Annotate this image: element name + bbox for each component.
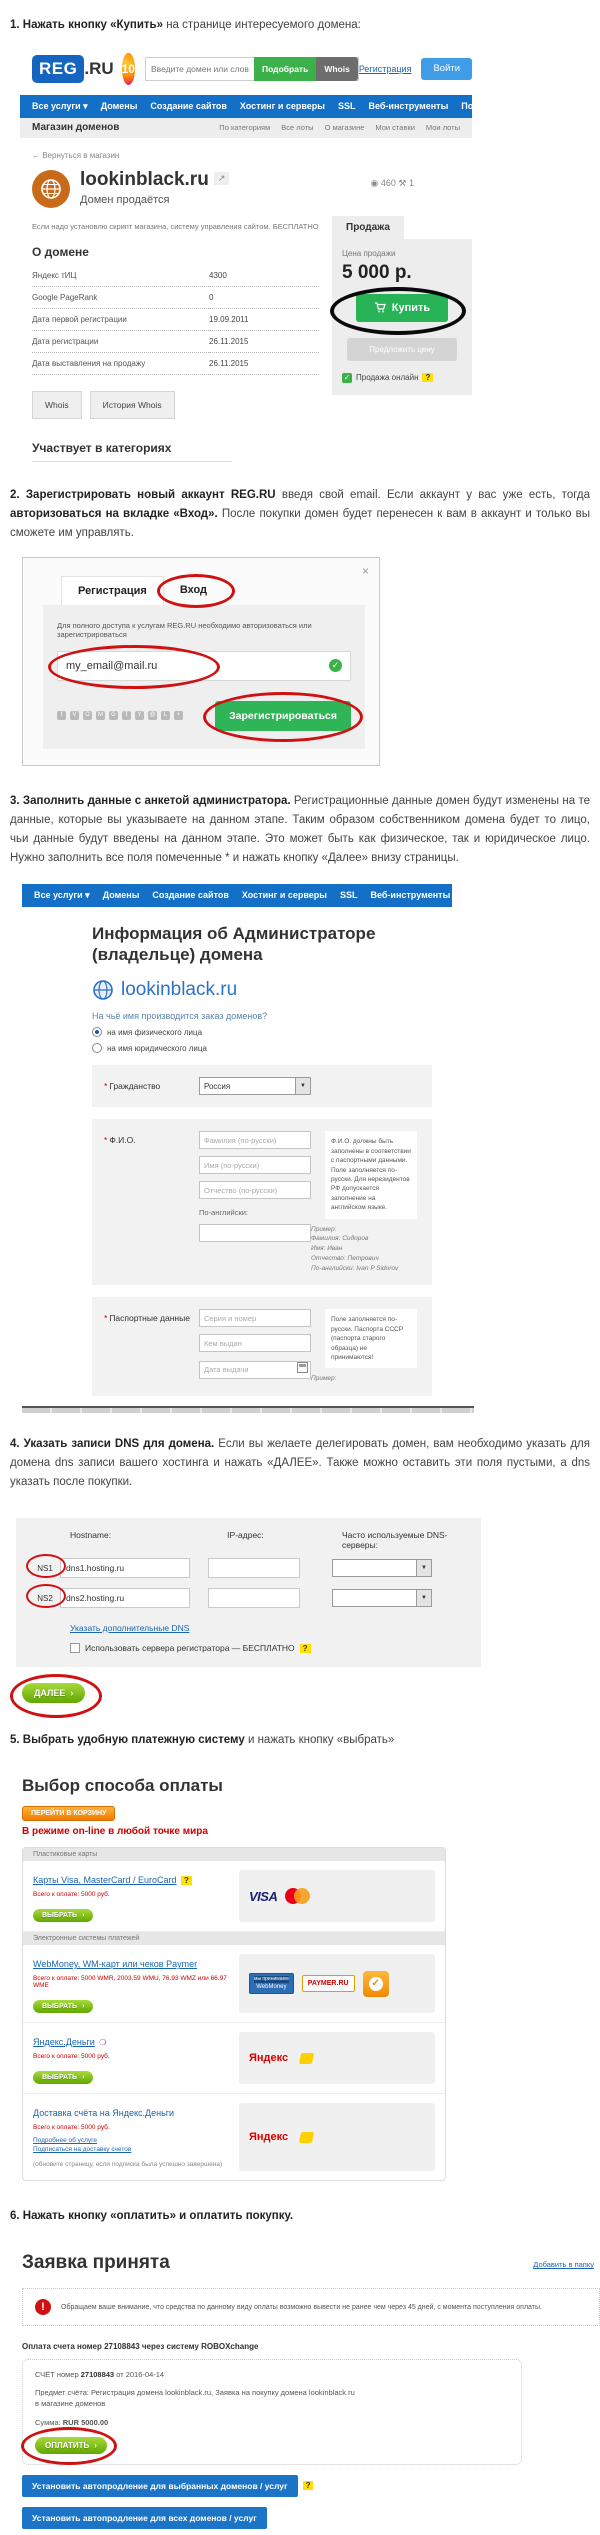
regru-logo[interactable]: REG [32, 55, 84, 83]
nav-ssl[interactable]: SSL [339, 890, 358, 901]
nav-domains[interactable]: Домены [102, 890, 140, 901]
passport-panel [92, 1297, 432, 1396]
yandex-money-icon: ❍ [99, 2038, 107, 2048]
passport-date-field[interactable] [199, 1361, 311, 1379]
pick-domain-button[interactable]: Подобрать [254, 57, 316, 81]
row-value: 19.09.2011 [209, 308, 319, 330]
cards-link[interactable]: Карты Visa, MasterCard / EuroCard [33, 1875, 177, 1886]
ns1-ip-input[interactable] [208, 1558, 300, 1578]
subnav-all-lots[interactable]: Все лоты [281, 123, 314, 133]
citizenship-value: Россия [204, 1081, 231, 1091]
step-6-text [10, 2207, 590, 2226]
passport-example: Пример: [311, 1375, 337, 1383]
english-name-field[interactable] [199, 1224, 311, 1242]
row-label: Дата регистрации [32, 330, 209, 352]
arrow-icon: › [94, 2440, 97, 2450]
payment-item-cards [23, 1861, 445, 1932]
taskbar-strip [22, 1406, 474, 1413]
mastercard-logo [285, 1888, 311, 1904]
table-row [32, 330, 319, 352]
signup-button[interactable]: Зарегистрироваться [215, 701, 351, 731]
chevron-down-icon: ▼ [295, 1078, 310, 1094]
radio-person-icon[interactable] [92, 1027, 102, 1037]
order-domain-name: lookinblack.ru [121, 979, 238, 1001]
buy-button[interactable] [356, 294, 448, 322]
radio-person-label: на имя физического лица [107, 1027, 203, 1037]
help-icon[interactable]: ? [422, 373, 433, 382]
step-2-text [10, 486, 590, 543]
use-registrar-label: Использовать сервера регистратора — БЕСПЛАТНО [85, 1643, 295, 1654]
nav-site-building[interactable]: Создание сайтов [150, 101, 227, 112]
tab-login[interactable]: Вход [179, 583, 208, 596]
visa-logo: VISA [249, 1888, 278, 1904]
next-button[interactable] [22, 1683, 85, 1703]
step-5-rest: и нажать кнопку «выбрать» [244, 1734, 395, 1747]
next-button-label: ДАЛЕЕ [34, 1688, 66, 1699]
subnav-about-shop[interactable]: О магазине [324, 123, 365, 133]
globe-icon [92, 979, 114, 1001]
chevron-down-icon: ▼ [416, 1560, 431, 1576]
social-icon[interactable]: L [161, 711, 170, 720]
row-label: Дата первой регистрации [32, 308, 209, 330]
yandex-logo: Яндекс [249, 2052, 289, 2065]
valid-check-icon: ✓ [329, 659, 342, 672]
social-icon[interactable]: V [70, 711, 79, 720]
nav-ssl[interactable]: SSL [337, 101, 356, 112]
chevron-down-icon: ▼ [416, 1590, 431, 1606]
shop-title: Магазин доменов [32, 122, 120, 134]
patronymic-field[interactable] [199, 1181, 311, 1199]
online-sale-label: Продажа онлайн [356, 373, 419, 383]
calendar-icon[interactable] [297, 1362, 308, 1373]
payment-title: Выбор способа оплаты [22, 1776, 223, 1796]
more-dns-link[interactable]: Указать дополнительные DNS [70, 1623, 190, 1634]
passport-help-text: Поле заполняется по-русски. Паспорта СССР (паспорта старого образца) не принимаются! [325, 1309, 417, 1368]
owner-question: На чьё имя производится заказ доменов? [92, 1011, 268, 1022]
required-star: * [104, 1313, 108, 1324]
required-star: * [104, 1081, 108, 1092]
invoice-box [22, 2359, 522, 2465]
invoice-number-line: СЧЁТ номер 27108843 от 2016-04-14 [35, 2370, 165, 2380]
choose-yandex-button[interactable]: ВЫБРАТЬ › [33, 2071, 93, 2084]
step-5-bold: 5. Выбрать удобную платежную систему [10, 1734, 245, 1747]
step-3-bold: 3. Заполнить данные с анкетой администратора. [10, 794, 291, 807]
step-4-rest: Если вы желаете делегировать домен, вам необходимо указать для домена dns записи вашего хостинга и нажать «ДАЛЕЕ». Также можно оставить эти поля пустыми, а dns указать после покупки. [10, 1438, 590, 1489]
ns1-dns-select[interactable] [332, 1559, 432, 1577]
row-label: Дата выставления на продажу [32, 352, 209, 374]
step-2-rest2: После покупки домен будет перенесен к вам в аккаунт и только вы сможете им управлять. [10, 507, 590, 539]
ip-header: IP-адрес: [227, 1530, 264, 1541]
row-label: Google PageRank [32, 286, 209, 308]
pay-button-label: ОПЛАТИТЬ [45, 2440, 90, 2450]
about-domain-title: О домене [32, 244, 89, 259]
fio-label: Ф.И.О. [109, 1135, 136, 1146]
more-about-service-link[interactable]: Подробнее об услуге [33, 2137, 97, 2145]
cart-icon [374, 302, 386, 313]
sale-panel [332, 239, 472, 395]
nav-support[interactable]: Поддержка [461, 101, 511, 112]
email-field[interactable] [66, 660, 329, 672]
step-2-bold1: 2. Зарегистрировать новый аккаунт REG.RU [10, 488, 276, 501]
passport-label: Паспортные данные [109, 1313, 190, 1324]
table-row [32, 308, 319, 330]
social-icon[interactable]: G [109, 711, 118, 720]
row-value: 26.11.2015 [209, 330, 319, 352]
domain-globe-icon [32, 170, 70, 208]
step-4-bold: 4. Указать записи DNS для домена. [10, 1438, 215, 1451]
online-note: В режиме on-line в любой точке мира [22, 1826, 208, 1838]
order-title: Заявка принята [22, 2252, 170, 2274]
verified-badge-icon: ✓ [363, 1971, 389, 1997]
social-icon[interactable]: M [98, 712, 103, 719]
domain-info-table [32, 265, 319, 375]
go-to-cart-button[interactable]: ПЕРЕЙТИ В КОРЗИНУ [22, 1806, 115, 1821]
ns2-dns-select[interactable] [332, 1589, 432, 1607]
step-2-bold2: авторизоваться на вкладке «Вход». [10, 507, 218, 520]
pay-button[interactable] [35, 2437, 107, 2454]
yandex-invoice-total: Всего к оплате: 5000 руб. [33, 2124, 110, 2132]
sale-tab[interactable]: Продажа [332, 216, 404, 239]
nav-all-services[interactable]: Все услуги ▾ [32, 100, 88, 111]
step-3-rest: Регистрационные данные домен будут изменены на те данные, которые вы указываете на данном этапе. Таким образом собственником домена будет то лицо, чьи данные будут введены на данном этапе. Это может быть как физическое, так и юридическое лицо. Нужно заполнить все поля помеченные * и нажать кнопку «Далее» внизу страницы. [10, 794, 591, 864]
table-row [32, 265, 319, 287]
whois-button[interactable]: Whois [316, 57, 358, 81]
categories-title: Участвует в категориях [32, 441, 232, 462]
row-label: Яндекс тИЦ [32, 265, 209, 287]
passport-series-field[interactable] [199, 1309, 311, 1327]
radio-company-label: на имя юридического лица [107, 1043, 207, 1053]
domain-header [32, 170, 472, 208]
nav-hosting[interactable]: Хостинг и серверы [239, 101, 325, 112]
tab-registration[interactable]: Регистрация [61, 576, 164, 605]
warning-box [22, 2288, 600, 2326]
invoice-heading: Оплата счета номер 27108843 через систему ROBOXchange [22, 2342, 259, 2352]
payment-item-yandex [23, 2023, 445, 2094]
choose-webmoney-button[interactable]: ВЫБРАТЬ › [33, 2000, 93, 2013]
common-dns-header: Часто используемые DNS-серверы: [341, 1530, 448, 1551]
regru-logo-ru: .RU [84, 58, 114, 78]
help-icon[interactable]: ? [300, 1644, 311, 1653]
help-icon[interactable]: ? [181, 1876, 192, 1885]
nav-all-services[interactable]: Все услуги ▾ [34, 889, 90, 900]
check-icon: ✓ [343, 372, 351, 382]
hostname-header: Hostname: [70, 1530, 112, 1541]
nav-site-building[interactable]: Создание сайтов [152, 890, 229, 901]
row-value: 26.11.2015 [209, 352, 319, 374]
subnav-my-bids[interactable]: Мои ставки [375, 123, 415, 133]
row-value: 0 [209, 286, 319, 308]
nav-webtools[interactable]: Веб-инструменты [368, 101, 449, 112]
subscribe-invoices-link[interactable]: Подписаться на доставку счетов [33, 2146, 132, 2154]
screenshot-admin-form [22, 884, 513, 1413]
ns1-hostname-input[interactable] [60, 1558, 190, 1578]
external-link-icon[interactable]: ↗ [214, 172, 230, 185]
step-1-text [10, 16, 590, 35]
signup-info-text: Для полного доступа к услугам REG.RU необходимо авторизоваться или зарегистрироваться [57, 620, 312, 639]
fio-example: Пример: Фамилия: Сидоров Имя: Иван Отчество: Петрович По-английски: Ivan P Sidorov [311, 1225, 399, 1272]
subnav-by-category[interactable]: По категориям [219, 123, 271, 133]
warning-icon: ! [35, 2299, 51, 2315]
domain-name: lookinblack.ru [80, 168, 209, 190]
registration-link[interactable]: Регистрация [358, 63, 412, 74]
warning-text: Обращаем ваше внимание, что средства по данному виду оплаты возможно вывести не ранее чем через 45 дней, с момента поступления оплаты. [61, 2303, 542, 2311]
webmoney-total: Всего к оплате: 5000 WMR, 2003.59 WMU, 76.93 WMZ или 66.97 WME [33, 1975, 227, 1990]
surname-field[interactable] [199, 1131, 311, 1149]
domain-stats: ◉ 460 ⚒ 1 [370, 177, 414, 188]
main-nav [22, 884, 513, 907]
step-1-bold: 1. Нажать кнопку «Купить» [10, 19, 164, 31]
arrow-icon: › [70, 1688, 74, 1699]
screenshot-signup-modal [22, 557, 380, 766]
screenshot-domain-shop [20, 43, 511, 462]
buy-button-label: Купить [391, 301, 431, 314]
add-to-folder-link[interactable]: Добавить в папку [533, 2260, 594, 2270]
step-6-bold: 6. Нажать кнопку «оплатить» и оплатить покупку. [10, 2210, 294, 2223]
subscribe-note: (обновите страницу, если подписка была успешно завершена) [33, 2161, 223, 2169]
firstname-field[interactable] [199, 1156, 311, 1174]
back-to-shop-link[interactable]: ← Вернуться в магазин [32, 150, 120, 160]
seller-note: Если надо установлю скрипт магазина, систему управления сайтом. БЕСПЛАТНО [32, 221, 319, 231]
group-emoney: Электронные системы платежей [23, 1932, 445, 1945]
webmoney-logo: мы принимаем WebMoney [249, 1973, 294, 1994]
invoice-amount: Сумма: RUR 5000.00 [35, 2417, 109, 2427]
login-button[interactable]: Войти [421, 58, 472, 80]
social-icon[interactable]: Y [135, 711, 144, 720]
step-3-text [10, 792, 590, 868]
close-icon[interactable]: × [361, 563, 369, 578]
payment-methods-card [22, 1847, 446, 2181]
radio-company-icon[interactable] [92, 1043, 102, 1053]
social-icon[interactable]: f [57, 711, 66, 720]
screenshot-dns-form [16, 1518, 481, 1703]
ns2-label: NS2 [37, 1593, 53, 1603]
main-nav [20, 95, 511, 118]
payment-item-yandex-invoice [23, 2094, 445, 2180]
choose-cards-button[interactable]: ВЫБРАТЬ › [33, 1909, 93, 1922]
use-registrar-checkbox[interactable] [70, 1643, 80, 1653]
table-row [32, 352, 319, 374]
domain-search-input[interactable] [146, 58, 254, 80]
social-icon[interactable]: @ [149, 712, 156, 719]
paymer-logo: PAYMER.RU [302, 1975, 355, 1992]
whois-info-button[interactable]: Whois [32, 391, 82, 419]
step-2-rest1: введя свой email. Если аккаунт у вас уже есть, тогда [275, 488, 590, 501]
yandex-invoice-label[interactable]: Доставка счёта на Яндекс.Деньги [33, 2108, 175, 2119]
nav-webtools[interactable]: Веб-инструменты [370, 890, 451, 901]
autorenew-selected-button[interactable]: Установить автопродление для выбранных доменов / услуг [22, 2475, 298, 2497]
ns1-label: NS1 [37, 1563, 53, 1573]
citizenship-label: Гражданство [109, 1081, 161, 1092]
cards-total: Всего к оплате: 5000 руб. [33, 1891, 110, 1899]
screenshot-order-accepted [22, 2252, 600, 2529]
sale-sidebar [332, 216, 472, 462]
table-row [32, 286, 319, 308]
ns2-ip-input[interactable] [208, 1588, 300, 1608]
autorenew-all-button[interactable]: Установить автопродление для всех доменов / услуг [22, 2507, 267, 2529]
required-star: * [104, 1135, 108, 1146]
social-icon[interactable]: O [83, 711, 92, 720]
domain-status: Домен продаётся [80, 193, 170, 206]
whois-history-button[interactable]: История Whois [90, 391, 175, 419]
webmoney-link[interactable]: WebMoney, WM-карт или чеков Paymer [33, 1959, 198, 1970]
row-value: 4300 [209, 265, 319, 287]
nav-support[interactable]: Поддержка [463, 890, 513, 901]
offer-price-button[interactable]: Предложить цену [347, 338, 457, 361]
social-icon[interactable]: + [174, 711, 183, 720]
citizenship-panel [92, 1065, 432, 1107]
yandex-logo: Яндекс [249, 2131, 289, 2144]
subnav-my-lots[interactable]: Мои лоты [425, 123, 460, 133]
shop-subnav [20, 118, 472, 138]
citizenship-select[interactable] [199, 1077, 311, 1095]
step-5-text [10, 1731, 590, 1750]
fio-panel [92, 1119, 432, 1285]
ns2-hostname-input[interactable] [60, 1588, 190, 1608]
in-english-label: По-английски: [199, 1208, 249, 1218]
invoice-subject: Предмет счёта: Регистрация домена lookinblack.ru, Заявка на покупку домена lookinblack.ru в магазине доменов [35, 2388, 355, 2409]
domain-search [145, 57, 359, 81]
anniversary-badge-icon: 10 [122, 53, 135, 85]
group-plastic-cards: Пластиковые карты [23, 1848, 445, 1861]
sale-price: 5 000 р. [342, 261, 412, 283]
help-icon[interactable]: ? [303, 2481, 314, 2490]
nav-hosting[interactable]: Хостинг и серверы [241, 890, 327, 901]
passport-issued-field[interactable] [199, 1334, 311, 1352]
price-label: Цена продажи [342, 248, 396, 258]
admin-form-title: Информация об Администраторе (владельце) домена [92, 923, 376, 964]
fio-help-text: Ф.И.О. должны быть заполнены в соответствии с паспортными данными. Поле заполняется по-русски. Для нерезидентов РФ допускается заполнение на английском языке. [325, 1131, 417, 1218]
step-1-rest: на странице интересуемого домена: [163, 19, 361, 31]
yandex-wallet-icon [299, 2053, 314, 2064]
payment-item-webmoney [23, 1945, 445, 2023]
step-4-text [10, 1435, 590, 1492]
screenshot-payment [22, 1776, 592, 2181]
yandex-money-link[interactable]: Яндекс.Деньги [33, 2037, 95, 2048]
yandex-wallet-icon [299, 2132, 314, 2143]
yandex-total: Всего к оплате: 5000 руб. [33, 2053, 110, 2061]
nav-domains[interactable]: Домены [100, 101, 138, 112]
social-icon[interactable]: T [122, 711, 131, 720]
regru-header [20, 43, 472, 95]
